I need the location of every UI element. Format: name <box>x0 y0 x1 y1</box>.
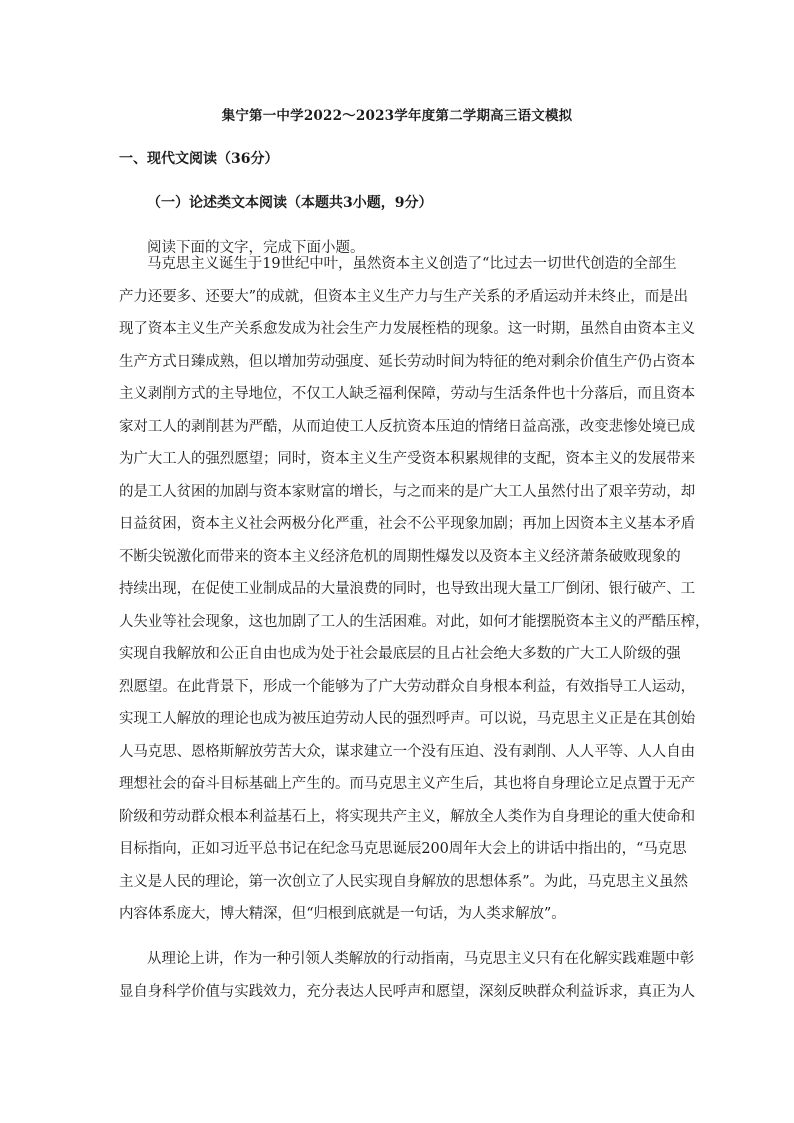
text-line: 现了资本主义生产关系愈发成为社会生产力发展桎梏的现象。这一时期，虽然自由资本主义 <box>119 321 695 337</box>
text-line: 目标指向，正如习近平总书记在纪念马克思诞辰200周年大会上的讲话中指出的，“马克思 <box>119 841 687 857</box>
text-line: 人马克思、恩格斯解放劳苦大众，谋求建立一个没有压迫、没有剥削、人人平等、人人自由 <box>119 743 695 760</box>
text-line: 实现自我解放和公正自由也成为处于社会最底层的且占社会绝大多数的广大工人阶级的强 <box>119 646 681 662</box>
text-line: 内容体系庞大，博大精深，但“归根到底就是一句话，为人类求解放”。 <box>119 906 566 922</box>
text-line: 日益贫困，资本主义社会两极分化严重，社会不公平现象加剧；再加上因资本主义基本矛盾 <box>119 516 695 532</box>
text-line: 阶级和劳动群众根本利益基石上，将实现共产主义，解放全人类作为自身理论的重大使命和 <box>119 808 695 825</box>
text-line: 家对工人的剥削甚为严酷，从而迫使工人反抗资本压迫的情绪日益高涨，改变悲惨处境已成 <box>119 418 695 435</box>
paragraph-2 <box>119 943 695 1008</box>
text-line: 从理论上讲，作为一种引领人类解放的行动指南，马克思主义只有在化解实践难题中彰 <box>147 951 695 967</box>
reading-instruction: 阅读下面的文字，完成下面小题。 <box>147 240 365 256</box>
text-line: 不断尖锐激化而带来的资本主义经济危机的周期性爆发以及资本主义经济萧条破败现象的 <box>119 548 681 565</box>
text-line: 产力还要多、还要大”的成就，但资本主义生产力与生产关系的矛盾运动并未终止，而是出 <box>119 288 688 305</box>
text-line: 人失业等社会现象，这也加剧了工人的生活困难。对此，如何才能摆脱资本主义的严酷压榨， <box>119 613 710 630</box>
text-line: 实现工人解放的理论也成为被压迫劳动人民的强烈呼声。可以说，马克思主义正是在其创始 <box>119 711 695 727</box>
sub-heading: （一）论述类文本阅读（本题共3小题，9分） <box>147 195 433 211</box>
text-line: 持续出现，在促使工业制成品的大量浪费的同时，也导致出现大量工厂倒闭、银行破产、工 <box>119 581 695 597</box>
section-heading: 一、现代文阅读（36分） <box>119 151 279 167</box>
text-line: 烈愿望。在此背景下，形成一个能够为了广大劳动群众自身根本利益，有效指导工人运动， <box>119 678 695 695</box>
paragraph-1 <box>119 248 710 931</box>
text-line: 马克思主义诞生于19世纪中叶，虽然资本主义创造了“比过去一切世代创造的全部生 <box>147 256 677 272</box>
text-line: 为广大工人的强烈愿望；同时，资本主义生产受资本积累规律的支配，资本主义的发展带来 <box>119 451 695 467</box>
text-line: 主义是人民的理论，第一次创立了人民实现自身解放的思想体系”。为此，马克思主义虽然 <box>119 873 688 890</box>
text-line: 生产方式日臻成熟，但以增加劳动强度、延长劳动时间为特征的绝对剩余价值生产仍占资本 <box>119 353 695 370</box>
document-title: 集宁第一中学2022～2023学年度第二学期高三语文模拟 <box>221 108 573 124</box>
text-line: 理想社会的奋斗目标基础上产生的。而马克思主义产生后，其也将自身理论立足点置于无产 <box>119 776 695 792</box>
text-line: 的是工人贫困的加剧与资本家财富的增长，与之而来的是广大工人虽然付出了艰辛劳动，却 <box>119 483 695 500</box>
text-line: 显自身科学价值与实践效力，充分表达人民呼声和愿望，深刻反映群众利益诉求，真正为人 <box>119 983 695 1000</box>
text-line: 主义剥削方式的主导地位，不仅工人缺乏福利保障，劳动与生活条件也十分落后，而且资本 <box>119 386 695 402</box>
